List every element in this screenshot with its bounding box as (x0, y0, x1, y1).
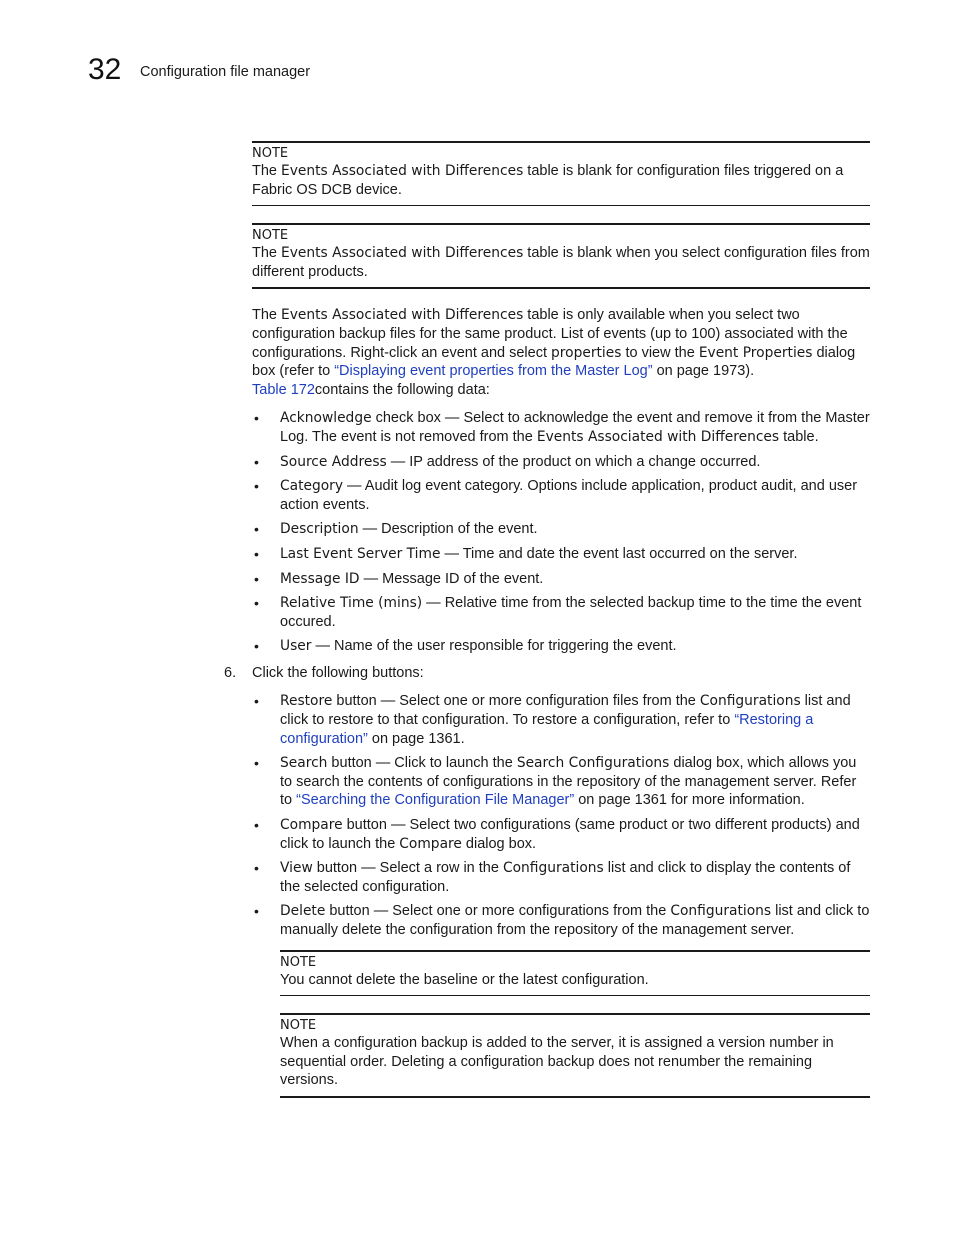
list-item-view: • View button — Select a row in the Configurations list and click to display the contents of the selected configuration. (254, 860, 851, 895)
intro-paragraph: The Events Associated with Differences table is only available when you select two configuration backup files for the same product. List of events (up to 100) associated with the configurations. Right-click an event and select properties to view the Event Properties dialog box (refer to “Displaying event properties from the Master Log” on page 1973). Table 172contains the following data: (252, 307, 856, 398)
note-dcb-device (252, 141, 870, 206)
bullet-icon: • (254, 478, 259, 495)
button-list (252, 692, 870, 939)
bullet-icon: • (254, 521, 259, 538)
note-text: The Events Associated with Differences table is blank for configuration files triggered on a Fabric OS DCB device. (252, 163, 844, 198)
bullet-icon: • (254, 545, 259, 562)
step-text: Click the following buttons: (252, 664, 424, 681)
note-text: When a configuration backup is added to the server, it is assigned a version number in sequential order. Deleting a configuration backup does not renumber the remaining versions. (280, 1035, 834, 1089)
bullet-icon: • (254, 903, 259, 920)
bottom-notes (280, 950, 870, 1098)
note-different-products (252, 223, 870, 289)
note-text: The Events Associated with Differences table is blank when you select configuration files from different products. (252, 245, 870, 280)
bullet-icon: • (254, 638, 259, 655)
note-cannot-delete (280, 950, 870, 997)
chapter-number: 32 (88, 53, 122, 86)
list-item-delete: • Delete button — Select one or more configurations from the Configurations list and click to manually delete the configuration from the repository of the management server. (254, 903, 870, 938)
bullet-icon: • (254, 860, 259, 877)
link-displaying-event-properties[interactable]: “Displaying event properties from the Master Log” (334, 363, 653, 380)
list-item-compare: • Compare button — Select two configurations (same product or two different products) and click to launch the Compare dialog box. (254, 817, 860, 852)
step-6 (224, 664, 870, 683)
list-item: • Acknowledge check box — Select to acknowledge the event and remove it from the Master Log. The event is not removed from the Events Associated with Differences table. (254, 410, 870, 445)
note-title: NOTE (280, 954, 317, 970)
note-version-number (280, 1013, 870, 1098)
list-item-restore: • Restore button — Select one or more configuration files from the Configurations list and click to restore to that configuration. To restore a configuration, refer to “Restoring a configuration” on page 1361. (254, 693, 851, 747)
step-number: 6. (224, 664, 237, 681)
bullet-icon: • (254, 693, 259, 710)
bullet-icon: • (254, 595, 259, 612)
note-text: You cannot delete the baseline or the latest configuration. (280, 971, 649, 988)
bullet-icon: • (254, 453, 259, 470)
bullet-icon: • (254, 570, 259, 587)
list-item-search: • Search button — Click to launch the Search Configurations dialog box, which allows you to search the contents of configurations in the repository of the management server. Refer to “Searching the Configuration File Manager” on page 1361 for more information. (254, 755, 857, 809)
bullet-icon: • (254, 755, 259, 772)
link-table-172[interactable]: Table 172 (252, 381, 315, 398)
list-item: • Category — Audit log event category. Options include application, product audit, and user action events. (254, 478, 858, 513)
note-title: NOTE (280, 1018, 317, 1034)
page-content (224, 141, 870, 1115)
list-item: • Last Event Server Time — Time and date the event last occurred on the server. (254, 545, 798, 562)
list-item: • Message ID — Message ID of the event. (254, 570, 544, 587)
list-item: • Source Address — IP address of the product on which a change occurred. (254, 453, 761, 470)
note-title: NOTE (252, 146, 289, 161)
bullet-icon: • (254, 410, 259, 427)
field-list (252, 409, 870, 656)
list-item: • Description — Description of the event. (254, 521, 538, 538)
link-searching-configuration-file-manager[interactable]: “Searching the Configuration File Manager” (296, 792, 575, 809)
chapter-title: Configuration file manager (140, 64, 311, 80)
bullet-icon: • (254, 817, 259, 834)
list-item: • Relative Time (mins) — Relative time from the selected backup time to the time the event occured. (254, 595, 862, 630)
note-title: NOTE (252, 228, 289, 244)
list-item: • User — Name of the user responsible for triggering the event. (254, 638, 677, 655)
link-restoring-configuration[interactable]: “Restoring a configuration” (280, 712, 814, 747)
